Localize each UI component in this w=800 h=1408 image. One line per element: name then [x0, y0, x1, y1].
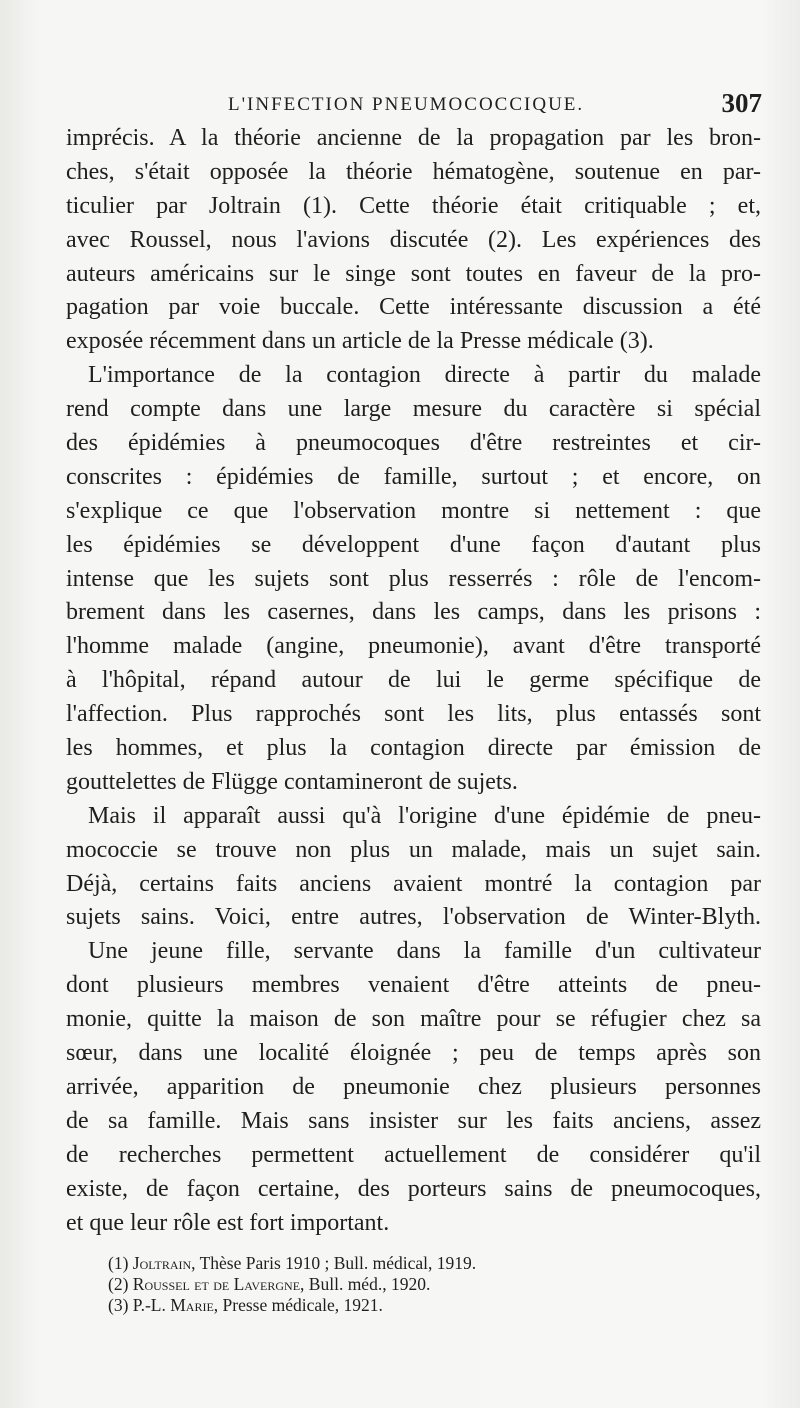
footnote-reference: Bull. méd., 1920.	[304, 1274, 431, 1294]
text-line: L'importance de la contagion directe à partir du malade	[88, 362, 761, 389]
text-line: conscrites : épidémies de famille, surtout ; et encore, on	[66, 463, 761, 490]
text-line: exposée récemment dans un article de la Presse médicale (3).	[66, 328, 654, 355]
body-text	[66, 122, 761, 1240]
text-line: sujets sains. Voici, entre autres, l'observation de Winter-Blyth.	[66, 904, 761, 931]
text-line: s'explique ce que l'observation montre si nettement : que	[66, 497, 761, 524]
footnote-reference: Presse médicale, 1921.	[218, 1295, 383, 1315]
text-line: les épidémies se développent d'une façon d'autant plus	[66, 531, 761, 558]
page-number: 307	[721, 88, 762, 118]
footnote	[108, 1253, 748, 1274]
text-line: Mais il apparaît aussi qu'à l'origine d'une épidémie de pneu-	[88, 802, 761, 829]
text-line: existe, de façon certaine, des porteurs sains de pneumocoques,	[66, 1175, 761, 1202]
text-line: arrivée, apparition de pneumonie chez plusieurs personnes	[66, 1073, 761, 1100]
text-line: l'homme malade (angine, pneumonie), avant d'être transporté	[66, 633, 761, 660]
footnote-number: (2)	[108, 1274, 133, 1294]
text-line: les hommes, et plus la contagion directe par émission de	[66, 735, 761, 762]
running-title: L'INFECTION PNEUMOCOCCIQUE.	[228, 94, 585, 115]
text-line: imprécis. A la théorie ancienne de la propagation par les bron-	[66, 125, 761, 151]
footnote	[108, 1295, 748, 1316]
footnote	[108, 1274, 748, 1295]
text-line: de sa famille. Mais sans insister sur les faits anciens, assez	[66, 1107, 761, 1134]
text-line: de recherches permettent actuellement de considérer qu'il	[66, 1141, 761, 1168]
text-line: des épidémies à pneumocoques d'être restreintes et cir-	[66, 430, 761, 457]
text-line: mococcie se trouve non plus un malade, mais un sujet sain.	[66, 836, 761, 863]
text-line: l'affection. Plus rapprochés sont les lits, plus entassés sont	[66, 701, 761, 728]
text-line: dont plusieurs membres venaient d'être atteints de pneu-	[66, 972, 761, 999]
text-line: et que leur rôle est fort important.	[66, 1209, 390, 1236]
footnote-author: Roussel et de Lavergne,	[132, 1274, 305, 1294]
footnotes	[108, 1253, 748, 1316]
text-line: avec Roussel, nous l'avions discutée (2). Les expériences des	[66, 226, 761, 253]
text-line: ches, s'était opposée la théorie hématogène, soutenue en par-	[66, 158, 761, 185]
text-line: ticulier par Joltrain (1). Cette théorie était critiquable ; et,	[66, 192, 761, 219]
text-line: brement dans les casernes, dans les camps, dans les prisons :	[66, 599, 761, 626]
text-line: Déjà, certains faits anciens avaient montré la contagion par	[66, 870, 761, 897]
text-line: monie, quitte la maison de son maître pour se réfugier chez sa	[66, 1006, 761, 1033]
text-line: sœur, dans une localité éloignée ; peu de temps après son	[66, 1040, 761, 1067]
footnote-reference: Thèse Paris 1910 ; Bull. médical, 1919.	[195, 1253, 477, 1273]
footnote-number: (3)	[108, 1295, 133, 1315]
text-line: pagation par voie buccale. Cette intéressante discussion a été	[66, 294, 761, 321]
text-line: gouttelettes de Flügge contamineront de sujets.	[66, 768, 518, 795]
text-line: Une jeune fille, servante dans la famille d'un cultivateur	[88, 938, 761, 965]
text-line: rend compte dans une large mesure du caractère si spécial	[66, 396, 761, 423]
footnote-author: P.-L. Marie,	[132, 1295, 219, 1315]
text-line: intense que les sujets sont plus resserrés : rôle de l'encom-	[66, 565, 761, 592]
text-line: à l'hôpital, répand autour de lui le germe spécifique de	[66, 667, 761, 694]
footnote-number: (1)	[108, 1253, 133, 1273]
footnote-author: Joltrain,	[132, 1253, 196, 1273]
text-line: auteurs américains sur le singe sont toutes en faveur de la pro-	[66, 260, 761, 287]
